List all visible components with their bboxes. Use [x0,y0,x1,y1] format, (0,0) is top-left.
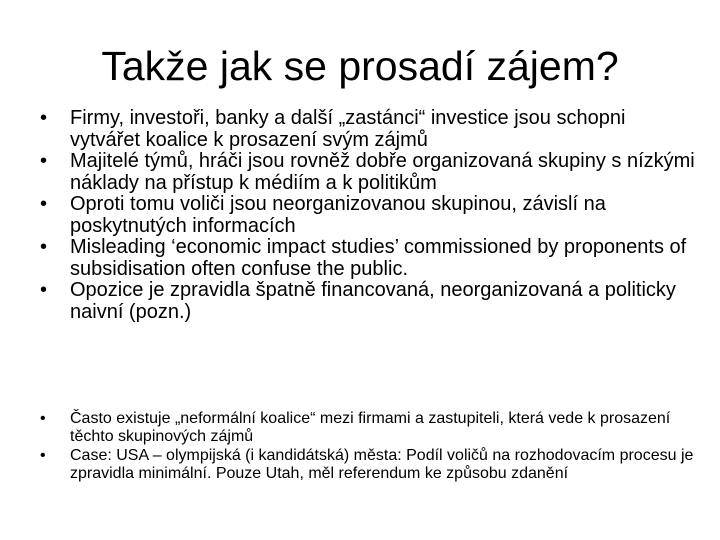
list-item-text: Case: USA – olympijská (i kandidátská) města: Podíl voličů na rozhodovacím procesu je zpravidla minimální. Pouze Utah, měl referendum ke způsobu zdanění [70,447,694,482]
list-item-text: Opozice je zpravidla špatně financovaná, neorganizovaná a politicky naivní (pozn.) [70,279,676,323]
list-item-text: Misleading ‘economic impact studies’ commissioned by proponents of subsidisation often confuse the public. [70,236,687,280]
list-item [0,108,720,151]
list-item [0,280,720,323]
bullet-icon: • [40,279,48,301]
bullet-icon: • [40,107,48,129]
bullet-icon: • [40,193,48,215]
bullet-icon: • [40,447,46,464]
bullet-icon: • [40,410,46,427]
list-item-text: Firmy, investoři, banky a další „zastánci“ investice jsou schopni vytvářet koalice k prosazení svým zájmů [70,107,626,151]
secondary-bullet-list [0,410,720,484]
main-bullet-list [0,108,720,323]
list-item [0,194,720,237]
list-item [0,151,720,194]
bullet-icon: • [40,236,48,258]
list-item-text: Oproti tomu voliči jsou neorganizovanou skupinou, závislí na poskytnutých informacích [70,193,606,237]
list-item-text: Majitelé týmů, hráči jsou rovněž dobře organizovaná skupiny s nízkými náklady na přístup k médiím a k politikům [70,150,695,194]
list-item [0,410,720,445]
slide-title: Takže jak se prosadí zájem? [101,43,619,89]
list-item [0,447,720,482]
list-item [0,237,720,280]
list-item-text: Často existuje „neformální koalice“ mezi firmami a zastupiteli, která vede k prosazení těchto skupinových zájmů [70,410,671,445]
bullet-icon: • [40,150,48,172]
